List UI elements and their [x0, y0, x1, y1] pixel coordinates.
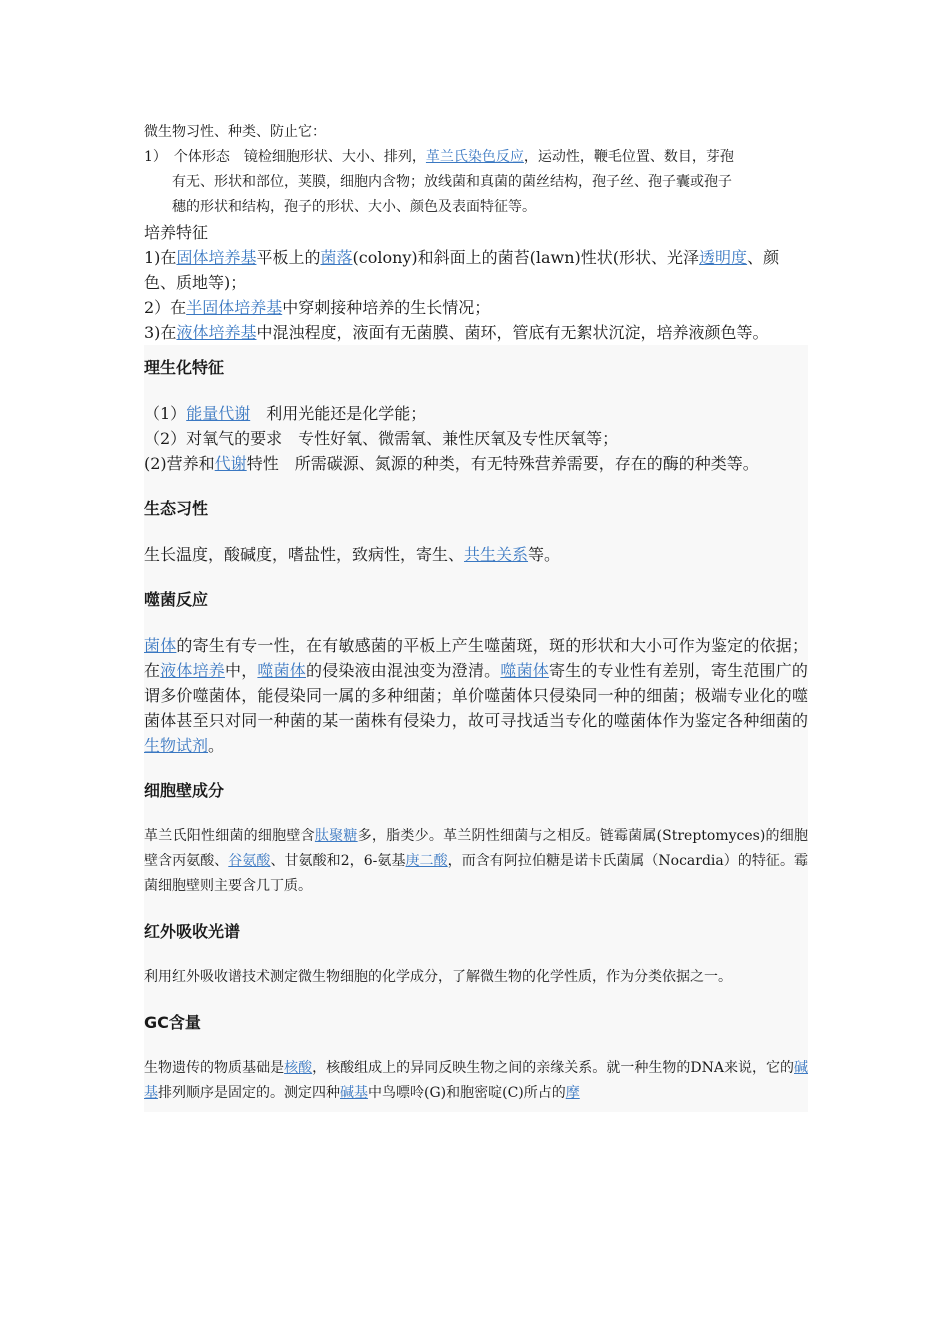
cellwall-p1: 革兰氏阳性细菌的细胞壁含肽聚糖多，脂类少。革兰阴性细菌与之相反。链霉菌属(Streptomyces)的细胞壁含丙氨酸、谷氨酸、甘氨酸和2，6-氨基庚二酸，而含有阿拉伯糖是诺卡氏菌属（Nocardia）的特征。霉菌细胞壁则主要含几丁质。 — [144, 828, 809, 894]
link-bacterial-body[interactable]: 菌体 — [144, 636, 177, 655]
link-semisolid-medium[interactable]: 半固体培养基 — [186, 298, 283, 317]
link-symbiosis[interactable]: 共生关系 — [464, 545, 529, 564]
link-liquid-medium[interactable]: 液体培养基 — [176, 323, 257, 342]
link-nucleic-acid[interactable]: 核酸 — [284, 1060, 313, 1076]
link-peptidoglycan[interactable]: 肽聚糖 — [314, 828, 358, 844]
physio-p3: (2)营养和代谢特性 所需碳源、氮源的种类，有无特殊营养需要，存在的酶的种类等。 — [144, 454, 759, 473]
link-metabolism[interactable]: 代谢 — [214, 454, 247, 473]
link-glutamic-acid[interactable]: 谷氨酸 — [228, 853, 271, 869]
shaded-section — [144, 345, 808, 1112]
link-colony[interactable]: 菌落 — [320, 248, 353, 267]
physio-heading: 理生化特征 — [144, 358, 225, 377]
ir-p1: 利用红外吸收谱技术测定微生物细胞的化学成分，了解微生物的化学性质，作为分类依据之一。 — [144, 969, 732, 985]
link-base-1[interactable]: 碱基 — [144, 1060, 809, 1101]
link-energy-metabolism[interactable]: 能量代谢 — [186, 404, 251, 423]
ecology-p1: 生长温度，酸碱度，嗜盐性，致病性，寄生、共生关系等。 — [144, 545, 561, 564]
link-liquid-culture[interactable]: 液体培养 — [160, 661, 225, 680]
link-transparency[interactable]: 透明度 — [699, 248, 748, 267]
link-pimelic-acid[interactable]: 庚二酸 — [405, 853, 448, 869]
gc-heading: GC含量 — [144, 1013, 201, 1032]
link-phage-1[interactable]: 噬菌体 — [257, 661, 306, 680]
culture-p2: 2）在半固体培养基中穿刺接种培养的生长情况； — [144, 298, 491, 317]
culture-p1: 1)在固体培养基平板上的菌落(colony)和斜面上的菌苔(lawn)性状(形状、光泽透明度、颜色、质地等)； — [144, 248, 780, 292]
ecology-heading: 生态习性 — [144, 499, 209, 518]
link-molar[interactable]: 摩 — [565, 1085, 580, 1101]
cellwall-heading: 细胞壁成分 — [144, 781, 225, 800]
link-base-2[interactable]: 碱基 — [340, 1085, 368, 1101]
culture-p3: 3)在液体培养基中混浊程度，液面有无菌膜、菌环，管底有无絮状沉淀，培养液颜色等。 — [144, 323, 769, 342]
physio-p1: （1）能量代谢 利用光能还是化学能； — [144, 404, 427, 423]
physio-p2: （2）对氧气的要求 专性好氧、微需氧、兼性厌氧及专性厌氧等； — [144, 429, 619, 448]
intro-item-1-line3: 穗的形状和结构，孢子的形状、大小、颜色及表面特征等。 — [172, 199, 536, 215]
gc-p1: 生物遗传的物质基础是核酸，核酸组成上的异同反映生物之间的亲缘关系。就一种生物的DNA来说，它的碱基排列顺序是固定的。测定四种碱基中鸟嘌呤(G)和胞密啶(C)所占的摩 — [144, 1060, 809, 1101]
link-bio-reagent[interactable]: 生物试剂 — [144, 736, 209, 755]
document-body — [144, 120, 808, 1112]
intro-item-1-line2: 有无、形状和部位，荚膜，细胞内含物；放线菌和真菌的菌丝结构，孢子丝、孢子囊或孢子 — [172, 174, 732, 190]
ir-heading: 红外吸收光谱 — [144, 922, 241, 941]
link-gram-stain[interactable]: 革兰氏染色反应 — [425, 149, 524, 165]
culture-heading: 培养特征 — [144, 223, 209, 242]
phage-p1: 菌体的寄生有专一性，在有敏感菌的平板上产生噬菌斑，斑的形状和大小可作为鉴定的依据；在液体培养中，噬菌体的侵染液由混浊变为澄清。噬菌体寄生的专业性有差别，寄生范围广的谓多价噬菌体，能侵染同一属的多种细菌；单价噬菌体只侵染同一种的细菌；极端专业化的噬菌体甚至只对同一种菌的某一菌株有侵染力，故可寻找适当专化的噬菌体作为鉴定各种细菌的生物试剂。 — [144, 636, 808, 755]
link-solid-medium[interactable]: 固体培养基 — [176, 248, 257, 267]
link-phage-2[interactable]: 噬菌体 — [500, 661, 549, 680]
intro-item-1: 1） 个体形态 镜检细胞形状、大小、排列，革兰氏染色反应，运动性，鞭毛位置、数目，芽孢 — [144, 149, 734, 165]
phage-heading: 噬菌反应 — [144, 590, 209, 609]
intro-title: 微生物习性、种类、防止它： — [144, 124, 326, 140]
item-number: 1） — [144, 149, 160, 165]
